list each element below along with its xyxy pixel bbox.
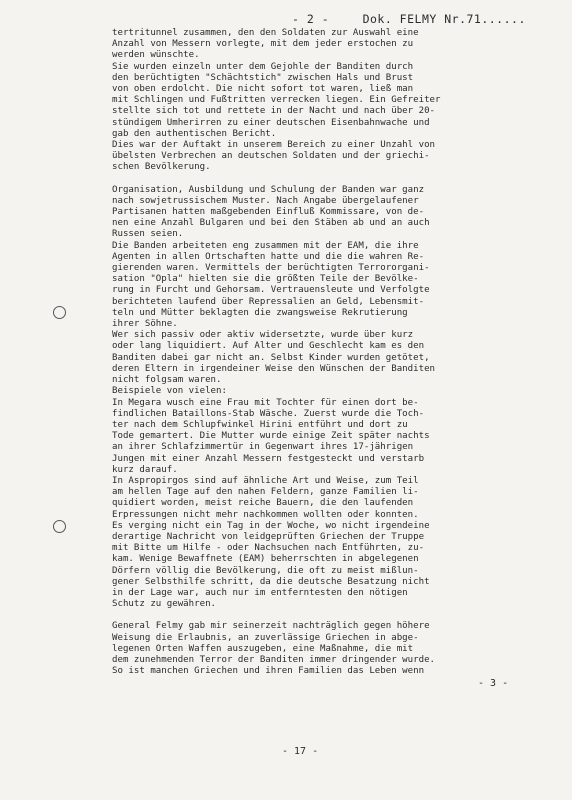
text-line: Banditen dabei gar nicht an. Selbst Kinder wurden getötet, xyxy=(112,352,430,363)
text-line: Wer sich passiv oder aktiv widersetzte, wurde über kurz xyxy=(112,330,414,341)
text-line: In Megara wusch eine Frau mit Tochter für einen dort be- xyxy=(112,397,419,408)
text-line: dem zunehmenden Terror der Banditen immer dringender wurde. xyxy=(112,654,436,665)
text-line: kurz darauf. xyxy=(112,464,178,475)
text-line: werden wünschte. xyxy=(112,50,200,61)
text-line: tertritunnel zusammen, den den Soldaten zur Auswahl eine xyxy=(112,28,419,38)
text-line: quidiert worden, meist reiche Bauern, die den laufenden xyxy=(112,498,414,509)
text-line: teln und Mütter beklagten die zwangsweise Rekrutierung xyxy=(112,307,408,318)
text-line: Sie wurden einzeln unter dem Gejohle der Banditen durch xyxy=(112,61,414,72)
text-line: legenen Orten Waffen auszugeben, eine Maßnahme, die mit xyxy=(112,643,414,654)
text-line: Weisung die Erlaubnis, an zuverlässige Griechen in abge- xyxy=(112,632,419,643)
text-line: gener Selbsthilfe schritt, da die deutsche Besatzung nicht xyxy=(112,576,430,587)
punch-hole-icon xyxy=(53,520,66,533)
text-line: kam. Wenige Bewaffnete (EAM) beherrschten in abgelegenen xyxy=(112,554,419,565)
text-line: So ist manchen Griechen und ihren Familien das Leben wenn xyxy=(112,666,425,677)
page-header xyxy=(292,12,526,26)
text-line: stündigem Umherirren zu einer deutschen Eisenbahnwache und xyxy=(112,117,430,128)
text-line: von oben erdolcht. Die nicht sofort tot waren, ließ man xyxy=(112,84,414,95)
text-line: Erpressungen nicht mehr nachkommen wollten oder konnten. xyxy=(112,509,419,520)
text-line: derartige Nachricht von leidgeprüften Griechen der Truppe xyxy=(112,531,425,542)
text-line: ter nach dem Schlupfwinkel Hirini entführt und dort zu xyxy=(112,419,408,430)
footer-page-number: - 17 - xyxy=(282,746,319,757)
text-line: schen Bevölkerung. xyxy=(112,162,211,173)
text-line: Jungen mit einer Anzahl Messern festgesteckt und verstarb xyxy=(112,453,425,464)
text-line: nach sowjetrussischem Muster. Nach Angabe übergelaufener xyxy=(112,195,419,206)
text-line: Organisation, Ausbildung und Schulung der Banden war ganz xyxy=(112,184,425,195)
text-line: mit Schlingen und Fußtritten verrecken liegen. Ein Gefreiter xyxy=(112,95,441,106)
text-line: Anzahl von Messern vorlegte, mit dem jeder erstochen zu xyxy=(112,39,414,50)
text-line: General Felmy gab mir seinerzeit nachträglich gegen höhere xyxy=(112,621,430,632)
text-line: an ihrer Schlafzimmertür in Gegenwart ihres 17-jährigen xyxy=(112,442,414,453)
text-line: Es verging nicht ein Tag in der Woche, wo nicht irgendeine xyxy=(112,520,430,531)
text-line: übelsten Verbrechen an deutschen Soldaten und der griechi- xyxy=(112,151,430,162)
text-line: in der Lage war, auch nur im entferntesten den nötigen xyxy=(112,587,408,598)
text-line: nicht folgsam waren. xyxy=(112,375,222,386)
text-line: rung in Furcht und Gehorsam. Vertrauensleute und Verfolgte xyxy=(112,285,430,296)
text-line: findlichen Bataillons-Stab Wäsche. Zuerst wurde die Toch- xyxy=(112,408,425,419)
text-line: Die Banden arbeiteten eng zusammen mit der EAM, die ihre xyxy=(112,240,419,251)
document-body xyxy=(112,28,520,677)
text-line: stellte sich tot und rettete in der Nacht und nach über 20- xyxy=(112,106,436,117)
text-line: berichteten laufend über Repressalien an Geld, Lebensmit- xyxy=(112,296,425,307)
text-line: sation "Opla" hielten sie die größten Teile der Bevölke- xyxy=(112,274,419,285)
text-line: den berüchtigten "Schächtstich" zwischen Hals und Brust xyxy=(112,72,414,83)
text-line: nen eine Anzahl Bulgaren und bei den Stäben ab und an auch xyxy=(112,218,430,229)
text-line: Partisanen hatten maßgebenden Einfluß Kommissare, von de- xyxy=(112,207,425,218)
text-line: am hellen Tage auf den nahen Feldern, ganze Familien li- xyxy=(112,487,419,498)
text-line: deren Eltern in irgendeiner Weise den Wünschen der Banditen xyxy=(112,363,436,374)
continuation-marker: - 3 - xyxy=(478,678,509,689)
text-line: Dörfern völlig die Bevölkerung, die oft zu meist mißlun- xyxy=(112,565,419,576)
text-line: In Aspropirgos sind auf ähnliche Art und Weise, zum Teil xyxy=(112,475,419,486)
text-line: Agenten in allen Ortschaften hatte und die die wahren Re- xyxy=(112,251,425,262)
text-line: Schutz zu gewähren. xyxy=(112,599,217,610)
text-line: Dies war der Auftakt in unserem Bereich zu einer Unzahl von xyxy=(112,140,436,151)
text-line: ihrer Söhne. xyxy=(112,319,178,330)
header-document-reference: Dok. FELMY Nr.71...... xyxy=(362,12,526,26)
punch-hole-icon xyxy=(53,306,66,319)
text-line: Russen seien. xyxy=(112,229,184,240)
header-page-number: - 2 - xyxy=(292,12,330,26)
text-line: gab den authentischen Bericht. xyxy=(112,128,277,139)
text-line: mit Bitte um Hilfe - oder Nachsuchen nach Entführten, zu- xyxy=(112,543,425,554)
text-line: Beispiele von vielen: xyxy=(112,386,227,397)
text-line: Tode gemartert. Die Mutter wurde einige Zeit später nachts xyxy=(112,431,430,442)
text-line: oder lang liquidiert. Auf Alter und Geschlecht kam es den xyxy=(112,341,425,352)
text-line: gierenden waren. Vermittels der berüchtigten Terrororgani- xyxy=(112,263,430,274)
